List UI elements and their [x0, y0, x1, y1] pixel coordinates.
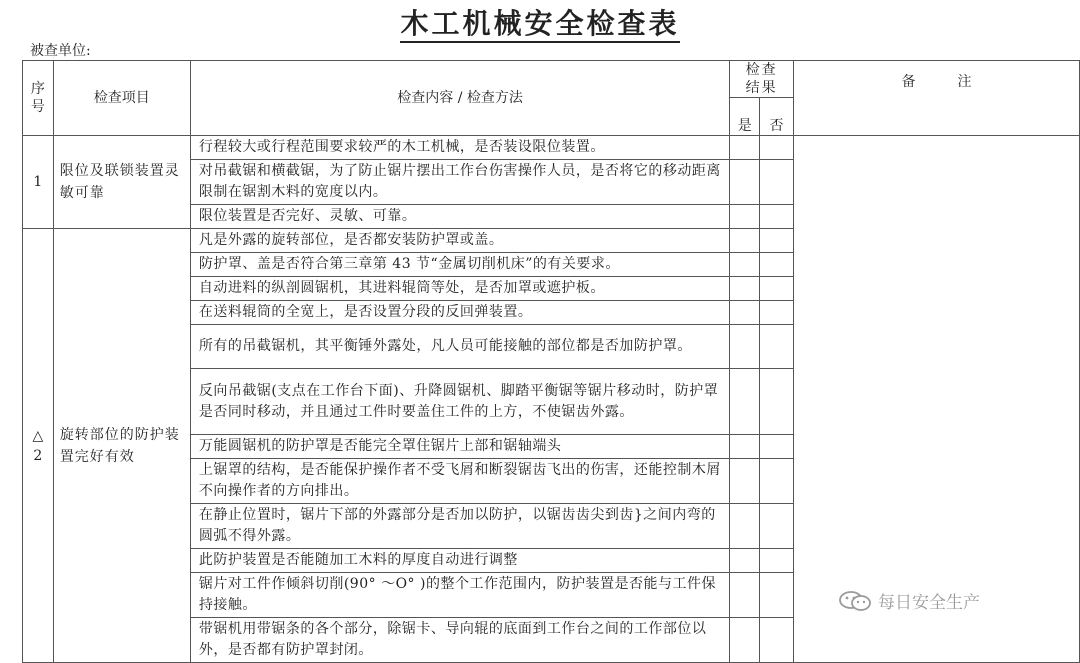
- table-body: [23, 136, 1080, 663]
- watermark: [838, 588, 980, 613]
- check-content: 上锯罩的结构，是否能保护操作者不受飞屑和断裂锯齿飞出的伤害，还能控制木屑不向操作者的方向排出。: [190, 459, 730, 504]
- result-yes-cell[interactable]: [730, 618, 760, 663]
- result-yes-cell[interactable]: [730, 277, 760, 301]
- result-no-cell[interactable]: [760, 160, 794, 205]
- result-yes-cell[interactable]: [730, 549, 760, 573]
- result-no-cell[interactable]: [760, 229, 794, 253]
- result-no-cell[interactable]: [760, 277, 794, 301]
- result-yes-cell[interactable]: [730, 435, 760, 459]
- header-content: 检查内容 / 检查方法: [190, 61, 730, 136]
- header-no: [23, 61, 54, 136]
- result-no-cell[interactable]: [760, 549, 794, 573]
- check-item: 限位及联锁装置灵敏可靠: [53, 136, 190, 229]
- result-no-cell[interactable]: [760, 618, 794, 663]
- row-number: 1: [23, 136, 54, 229]
- result-no-cell[interactable]: [760, 205, 794, 229]
- check-content: 凡是外露的旋转部位，是否都安装防护罩或盖。: [190, 229, 730, 253]
- result-yes-cell[interactable]: [730, 301, 760, 325]
- header-no-result: 否: [760, 98, 794, 136]
- check-content: 反向吊截锯(支点在工作台下面)、升降圆锯机、脚踏平衡锯等锯片移动时，防护罩是否同时移动，并且通过工件时要盖住工件的上方，不使锯齿外露。: [190, 369, 730, 435]
- wechat-icon: [838, 590, 872, 612]
- result-no-cell[interactable]: [760, 325, 794, 369]
- result-no-cell[interactable]: [760, 573, 794, 618]
- check-content: 限位装置是否完好、灵敏、可靠。: [190, 205, 730, 229]
- result-no-cell[interactable]: [760, 459, 794, 504]
- result-yes-cell[interactable]: [730, 136, 760, 160]
- check-content: 带锯机用带锯条的各个部分，除锯卡、导向辊的底面到工作台之间的工作部位以外，是否都有防护罩封闭。: [190, 618, 730, 663]
- check-content: 万能圆锯机的防护罩是否能完全罩住锯片上部和锯轴端头: [190, 435, 730, 459]
- result-no-cell[interactable]: [760, 504, 794, 549]
- check-content: 自动进料的纵剖圆锯机，其进料辊筒等处，是否加罩或遮护板。: [190, 277, 730, 301]
- check-content: 在送料辊筒的全宽上，是否设置分段的反回弹装置。: [190, 301, 730, 325]
- result-no-cell[interactable]: [760, 369, 794, 435]
- page-title: 木工机械安全检查表: [0, 2, 1080, 42]
- result-yes-cell[interactable]: [730, 229, 760, 253]
- check-content: 防护罩、盖是否符合第三章第 43 节“金属切削机床”的有关要求。: [190, 253, 730, 277]
- result-yes-cell[interactable]: [730, 459, 760, 504]
- check-content: 在静止位置时，锯片下部的外露部分是否加以防护，以锯齿齿尖到齿}之间内弯的圆弧不得外露。: [190, 504, 730, 549]
- check-content: 此防护装置是否能随加工木料的厚度自动进行调整: [190, 549, 730, 573]
- watermark-text: 每日安全生产: [878, 593, 980, 613]
- result-no-cell[interactable]: [760, 136, 794, 160]
- table-row: [23, 136, 1080, 160]
- check-content: 行程较大或行程范围要求较严的木工机械，是否装设限位装置。: [190, 136, 730, 160]
- check-content: 对吊截锯和横截锯，为了防止锯片摆出工作台伤害操作人员，是否将它的移动距离限制在锯割木料的宽度以内。: [190, 160, 730, 205]
- header-no-text: 序号: [30, 81, 45, 115]
- header-item: 检查项目: [53, 61, 190, 136]
- remark-cell[interactable]: [793, 136, 1079, 663]
- header-remark: 备 注: [793, 61, 1079, 136]
- result-yes-cell[interactable]: [730, 369, 760, 435]
- result-no-cell[interactable]: [760, 253, 794, 277]
- result-yes-cell[interactable]: [730, 205, 760, 229]
- result-yes-cell[interactable]: [730, 253, 760, 277]
- header-result: [730, 61, 794, 98]
- row-number: △ 2: [23, 229, 54, 663]
- inspected-unit-label: 被查单位:: [30, 43, 91, 59]
- header-yes: 是: [730, 98, 760, 136]
- check-item: 旋转部位的防护装置完好有效: [53, 229, 190, 663]
- result-yes-cell[interactable]: [730, 573, 760, 618]
- result-no-cell[interactable]: [760, 301, 794, 325]
- result-no-cell[interactable]: [760, 435, 794, 459]
- result-yes-cell[interactable]: [730, 504, 760, 549]
- result-yes-cell[interactable]: [730, 325, 760, 369]
- header-result-text: 检查结果: [745, 62, 778, 96]
- inspection-table: [22, 60, 1080, 663]
- check-content: 所有的吊截锯机，其平衡锤外露处，凡人员可能接触的部位都是否加防护罩。: [190, 325, 730, 369]
- check-content: 锯片对工件作倾斜切削(90° ～O° )的整个工作范围内，防护装置是否能与工件保持接触。: [190, 573, 730, 618]
- result-yes-cell[interactable]: [730, 160, 760, 205]
